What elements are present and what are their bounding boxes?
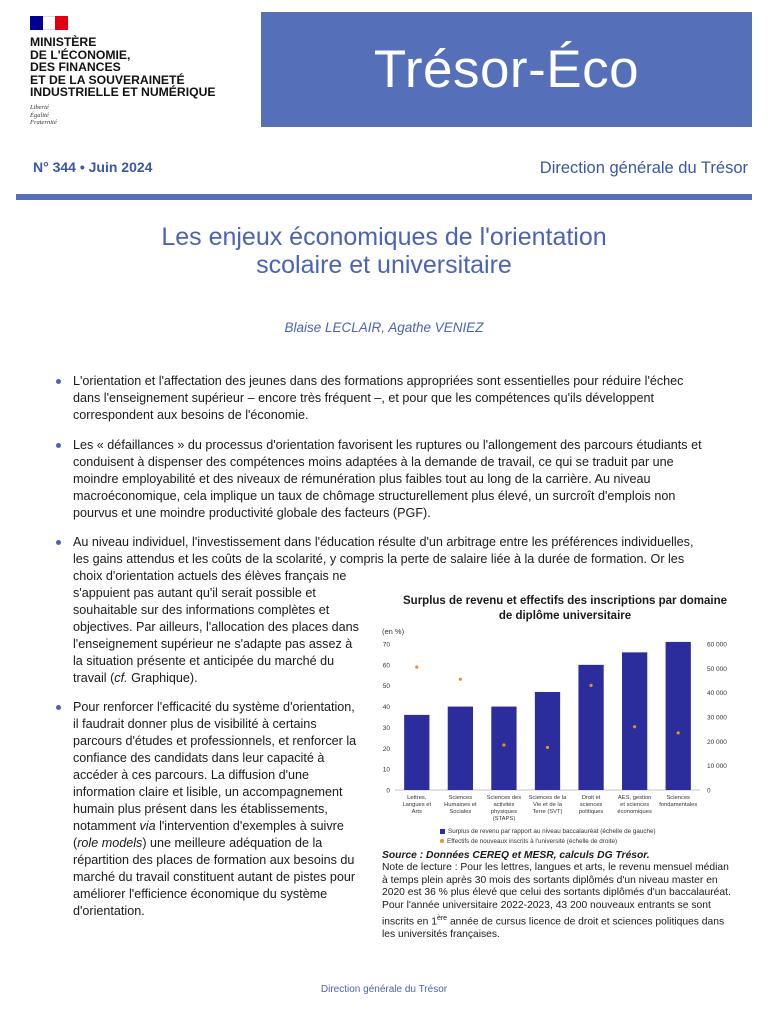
chart-dot — [502, 743, 505, 746]
legend-bar-swatch — [440, 829, 445, 834]
x-category-label: fondamentales — [659, 802, 698, 808]
y-axis-label: (en %) — [382, 627, 405, 636]
y-right-tick-label: 30 000 — [707, 714, 727, 722]
bullet-icon — [56, 443, 64, 451]
chart-dot — [633, 725, 636, 728]
chart-reading-note: Note de lecture : Pour les lettres, langues et arts, le revenu mensuel médian à temps plein après 30 mois des sortants diplômés d'un niveau master en 2020 est 36 % plus élevé que celui des sortants diplômés d'un baccalauréat. Pour l'année universitaire 2022-2023, 43 200 nouveaux entrants se sont inscrits en 1ère année de cursus licence de droit et sciences politiques dans les universités françaises. — [382, 862, 731, 940]
y-left-tick-label: 20 — [382, 745, 390, 753]
y-left-tick-label: 70 — [382, 641, 390, 649]
chart-bar — [535, 692, 560, 790]
summary-paragraph-2: Les « défaillances » du processus d'orientation favorisent les ruptures ou l'allongement des parcours étudiants et conduisent à dispenser des compétences moins adaptées à la demande de travail, ce qui se traduit par une moindre employabilité et des niveaux de rémunération plus faibles tout au long de la carrière. Au niveau macroéconomique, cela implique un taux de chômage structurellement plus élevé, un surcroît d'emplois non pourvus et une moindre productivité globale des facteurs (PGF). — [73, 438, 702, 520]
y-right-tick-label: 0 — [707, 787, 711, 795]
y-left-tick-label: 10 — [382, 766, 390, 774]
y-left-tick-label: 30 — [382, 724, 390, 732]
x-category-label: (STAPS) — [492, 816, 516, 822]
chart-dot — [677, 731, 680, 734]
bullet-icon — [56, 705, 64, 713]
summary-paragraph-4: Pour renforcer l'efficacité du système d'orientation, il faudrait donner plus de visibilité à certains parcours d'études et professionnels, et renforcer la confiance des candidats dans leur capacité à accéder à ces parcours. La diffusion d'une information claire et lisible, un accompagnement humain plus présent dans les établissements, notamment via l'intervention d'exemples à suivre (role models) une meilleure adéquation de la répartition des places de formation aux besoins du marché du travail constituent autant de pistes pour améliorer l'efficience économique du système d'orientation. — [73, 700, 357, 918]
x-category-label: économiques — [617, 809, 652, 815]
bullet-icon — [56, 540, 64, 548]
article-authors: Blaise LECLAIR, Agathe VENIEZ — [284, 320, 484, 335]
y-right-tick-label: 60 000 — [707, 641, 727, 649]
legend-item-dots: Effectifs de nouveaux inscrits à l'université (échelle de droite) — [440, 837, 656, 847]
republic-motto: Liberté Égalité Fraternité — [30, 104, 57, 126]
x-category-label: Sciences — [448, 795, 473, 801]
chart-dot — [415, 666, 418, 669]
french-flag-logo — [30, 16, 68, 30]
legend-dot-swatch — [440, 839, 444, 843]
chart-title: Surplus de revenu et effectifs des inscriptions par domaine de diplôme universitaire — [403, 595, 727, 622]
chart-source: Source : Données CEREQ et MESR, calculs DG Trésor. — [382, 850, 650, 861]
y-right-tick-label: 50 000 — [707, 665, 727, 673]
x-category-label: politiques — [578, 809, 604, 815]
chart-bar — [622, 652, 647, 790]
x-category-label: Arts — [411, 809, 422, 815]
y-right-tick-label: 10 000 — [707, 763, 727, 771]
issue-number: N° 344 • Juin 2024 — [33, 159, 153, 175]
page-footer: Direction générale du Trésor — [320, 984, 448, 995]
chart-bar — [404, 715, 429, 790]
x-category-label: et sciences — [620, 802, 650, 808]
y-right-tick-label: 20 000 — [707, 738, 727, 746]
x-category-label: Droit et — [581, 795, 601, 801]
y-left-tick-label: 50 — [382, 683, 390, 691]
article-title: Les enjeux économiques de l'orientation scolaire et universitaire — [161, 223, 607, 279]
ministry-name: MINISTÈRE DE L'ÉCONOMIE, DES FINANCES ET DE LA SOUVERAINETÉ INDUSTRIELLE ET NUMÉRIQUE — [30, 35, 216, 100]
x-category-label: Terre (SVT) — [532, 809, 563, 815]
bullet-icon — [56, 379, 64, 387]
x-category-label: AES, gestion — [617, 795, 652, 801]
chart-dot — [459, 678, 462, 681]
chart-bar — [491, 707, 516, 790]
y-left-tick-label: 60 — [382, 662, 390, 670]
chart-legend — [440, 827, 656, 847]
chart-bar — [448, 707, 473, 790]
x-category-label: Sciences — [666, 795, 690, 801]
x-category-label: physiques — [490, 809, 517, 815]
y-left-tick-label: 0 — [386, 787, 390, 795]
y-left-tick-label: 40 — [382, 704, 390, 712]
x-category-label: Humaines et — [444, 802, 477, 808]
chart-bar — [666, 642, 691, 790]
x-category-label: Sciences des — [486, 795, 522, 801]
header-divider — [16, 194, 752, 200]
publication-title: Trésor-Éco — [373, 40, 640, 99]
income-enrolment-chart — [370, 622, 750, 827]
x-category-label: Sciences de la — [528, 795, 567, 801]
summary-paragraph-1: L'orientation et l'affectation des jeunes dans des formations appropriées sont essentielles pour réduire l'échec dans l'enseignement supérieur – encore très fréquent –, et pour que les compétences qu'ils développent correspondent aux besoins de l'économie. — [73, 374, 684, 422]
x-category-label: sciences — [579, 802, 603, 808]
x-category-label: Vie et de la — [533, 802, 562, 808]
x-category-label: activités — [493, 802, 515, 808]
x-category-label: Langues et — [402, 802, 432, 808]
x-category-label: Lettres, — [407, 795, 427, 801]
summary-paragraph-3: Au niveau individuel, l'investissement dans l'éducation résulte d'un arbitrage entre les préférences individuelles, les gains attendus et les coûts de la scolarité, y compris la perte de salaire liée à la durée de formation. Or les choix d'orientation actuels des élèves français ne s'appuient pas autant qu'il serait possible et souhaitable sur des informations complètes et objectives. Par ailleurs, l'allocation des places dans l'enseignement supérieur ne s'adapte pas assez à la situation présente et anticipée du marché du travail (cf. Graphique). — [73, 535, 694, 685]
legend-item-bars: Surplus de revenu par rapport au niveau baccalauréat (échelle de gauche) — [440, 827, 656, 837]
y-right-tick-label: 40 000 — [707, 690, 727, 698]
directorate-name: Direction générale du Trésor — [539, 159, 748, 177]
chart-bar — [578, 665, 603, 790]
chart-dot — [546, 746, 549, 749]
x-category-label: Sociales — [449, 809, 472, 815]
chart-dot — [589, 684, 592, 687]
